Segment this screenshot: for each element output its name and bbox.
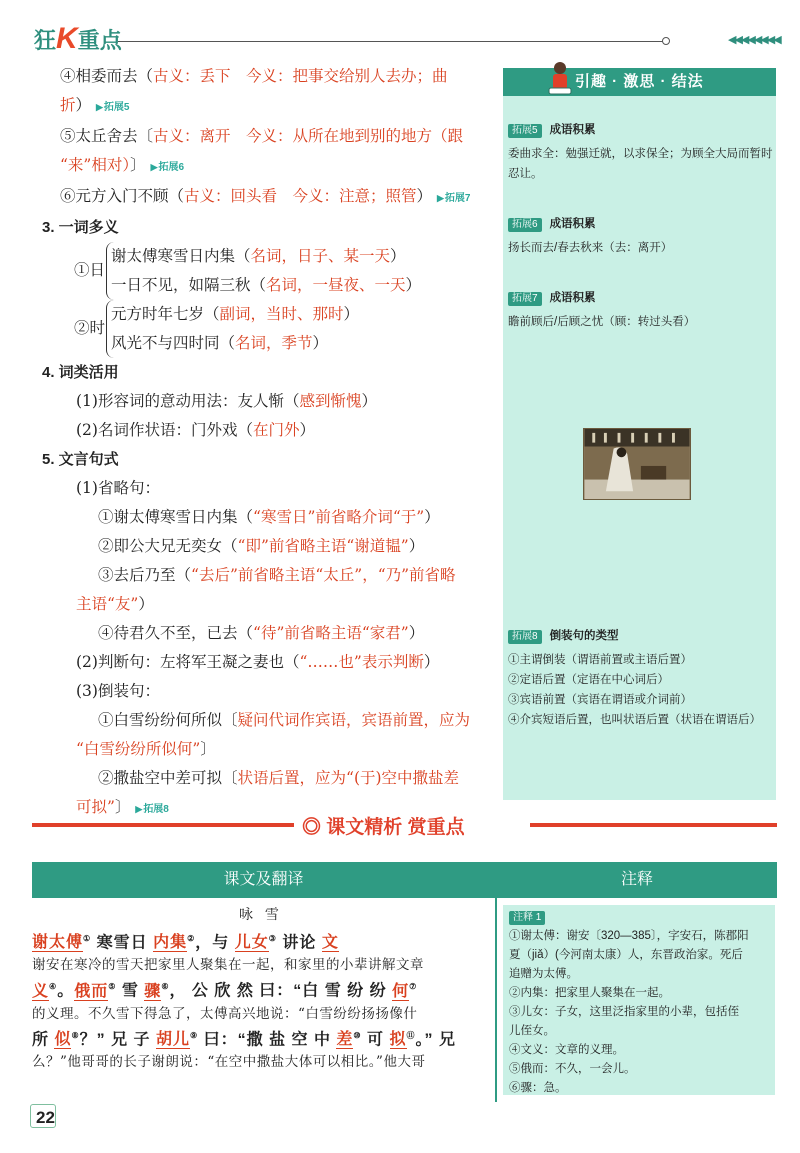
inversion-heading: (3)倒装句： — [76, 682, 160, 700]
extension-link-5[interactable]: ▶ 拓展5 — [96, 102, 129, 113]
illustration-image — [583, 428, 691, 500]
ellipsis-4: ④待君久不至，已去（“待”前省略主语“家君”） — [98, 624, 425, 642]
section-title: ◎ 课文精析 赏重点 — [302, 817, 465, 838]
extension-link-7[interactable]: ▶ 拓展7 — [437, 193, 470, 204]
note-line: ⑤俄而：不久，一会儿。 — [509, 1063, 636, 1075]
poem-title: 咏 雪 — [239, 906, 283, 922]
card-tag: 拓展6 — [508, 218, 542, 232]
translation-line-3: 么？”他哥哥的长子谢朗说：“在空中撒盐大体可以相比。”他大哥 — [32, 1053, 426, 1070]
header-dot — [662, 37, 670, 45]
reader-figure-icon — [543, 60, 577, 100]
brand-logo: 狂K重点 — [34, 22, 122, 55]
original-line-3: 所 似⑧？” 兄 子 胡儿⑨ 曰：“撒 盐 空 中 差⑩ 可 拟⑪。” 兄 — [32, 1030, 456, 1048]
item-4: ④相委而去（古义：丢下 今义：把事交给别人去办；曲 — [60, 67, 448, 85]
table-head-text: 课文及翻译 — [32, 862, 495, 898]
passage — [32, 904, 490, 1073]
banner-rule-right — [530, 823, 777, 827]
sidebar-card-5: 拓展5 成语积累 委曲求全：勉强迁就，以求保全；为顾全大局而暂时忍让。 — [508, 124, 773, 180]
table-head-notes: 注释 — [497, 862, 777, 898]
notes-column — [42, 62, 490, 824]
heading-word-class: 4. 词类活用 — [42, 364, 119, 381]
inversion-1: ①白雪纷纷何所似〔疑问代词作宾语，宾语前置，应为 — [98, 711, 471, 729]
note-line: ①谢太傅：谢安〔320—385〕，字安石，陈郡阳 — [509, 930, 749, 942]
word-class-2: (2)名词作状语：门外戏（在门外） — [76, 421, 315, 439]
header-arrows-icon: ◀◀◀◀◀◀◀◀ — [728, 33, 780, 46]
word-class-1: (1)形容词的意动用法：友人惭（感到惭愧） — [76, 392, 377, 410]
item-4-cont: 折） ▶ 拓展5 — [60, 91, 490, 122]
table-divider — [495, 862, 497, 1102]
card-tag: 拓展8 — [508, 630, 542, 644]
ellipsis-3-cont: 主语“友”） — [76, 595, 154, 613]
note-line: ②内集：把家里人聚集在一起。 — [509, 987, 670, 999]
note-line: ⑥骤：急。 — [509, 1082, 567, 1094]
notes-tag: 注释 1 — [509, 911, 545, 925]
card-tag: 拓展5 — [508, 124, 542, 138]
item-6: ⑥元方入门不顾（古义：回头看 今义：注意；照管） ▶ 拓展7 — [60, 182, 490, 213]
sidebar-panel — [503, 68, 776, 800]
sidebar-card-8: 拓展8 倒装句的类型 ①主谓倒装（谓语前置或主语后置） ②定语后置（定语在中心词后） ③宾语前置（宾语在谓语或介词前） ④介宾短语后置，也叫状语后置（状语在谓语后） — [508, 630, 761, 726]
sidebar-card-6: 拓展6 成语积累 扬长而去/春去秋来（去：离开） — [508, 218, 673, 254]
sidebar-card-7: 拓展7 成语积累 瞻前顾后/后顾之忧（顾：转过头看） — [508, 292, 696, 328]
header-rule — [118, 41, 663, 42]
inversion-1-cont: “白雪纷纷所似何”〕 — [76, 740, 216, 758]
translation-line-2: 的义理。不久雪下得急了，太傅高兴地说：“白雪纷纷扬扬像什 — [32, 1005, 418, 1022]
notes-panel — [503, 905, 775, 1095]
note-line: ③儿女：子女，这里泛指家里的小辈，包括侄 — [509, 1006, 739, 1018]
card-tag: 拓展7 — [508, 292, 542, 306]
judgement-sentence: (2)判断句：左将军王凝之妻也（“……也”表示判断） — [76, 653, 440, 671]
polysemy-ri: ①日 谢太傅寒雪日内集（名词，日子、某一天） 一日不见，如隔三秋（名词，一昼夜、一天） — [60, 242, 490, 300]
ellipsis-1: ①谢太傅寒雪日内集（“寒雪日”前省略介词“于”） — [98, 508, 440, 526]
note-line: 夏（jiǎ）(今河南太康）人，东晋政治家。死后 — [509, 949, 743, 961]
inversion-2-cont: 可拟”〕 ▶ 拓展8 — [60, 793, 490, 824]
page-number: 22 — [36, 1108, 55, 1127]
banner-rule-left — [32, 823, 294, 827]
extension-link-6[interactable]: ▶ 拓展6 — [151, 162, 184, 173]
ellipsis-heading: (1)省略句： — [76, 479, 160, 497]
item-5: ⑤太丘舍去〔古义：离开 今义：从所在地到别的地方（跟 — [60, 127, 464, 145]
spiral-icon: ◎ — [302, 817, 322, 838]
section-banner — [32, 812, 777, 842]
page-header — [0, 0, 800, 60]
heading-sentence-patterns: 5. 文言句式 — [42, 451, 119, 468]
note-line: 追赠为太傅。 — [509, 968, 578, 980]
polysemy-shi: ②时 元方时年七岁（副词，当时、那时） 风光不与四时同（名词，季节） — [60, 300, 490, 358]
note-line: ④文义：文章的义理。 — [509, 1044, 624, 1056]
heading-polysemy: 3. 一词多义 — [42, 219, 119, 236]
translation-line-1: 谢安在寒冷的雪天把家里人聚集在一起，和家里的小辈讲解文章 — [32, 957, 424, 974]
sidebar-title: 引趣 · 激思 · 结法 — [503, 68, 776, 96]
inversion-2: ②撒盐空中差可拟〔状语后置，应为“(于)空中撒盐差 — [98, 769, 460, 787]
note-line: 儿侄女。 — [509, 1025, 555, 1037]
ellipsis-2: ②即公大兄无奕女（“即”前省略主语“谢道韫”） — [98, 537, 425, 555]
original-line-1: 谢太傅① 寒雪日 内集②，与 儿女③ 讲论 文 — [32, 934, 339, 952]
original-line-2: 义④。俄而⑤ 雪 骤⑥， 公 欣 然 曰：“白 雪 纷 纷 何⑦ — [32, 982, 418, 1000]
ellipsis-3: ③去后乃至（“去后”前省略主语“太丘”，“乃”前省略 — [98, 566, 456, 584]
extension-link-8[interactable]: ▶ 拓展8 — [135, 804, 168, 815]
item-5-cont: “来”相对）〕 ▶ 拓展6 — [60, 151, 490, 182]
